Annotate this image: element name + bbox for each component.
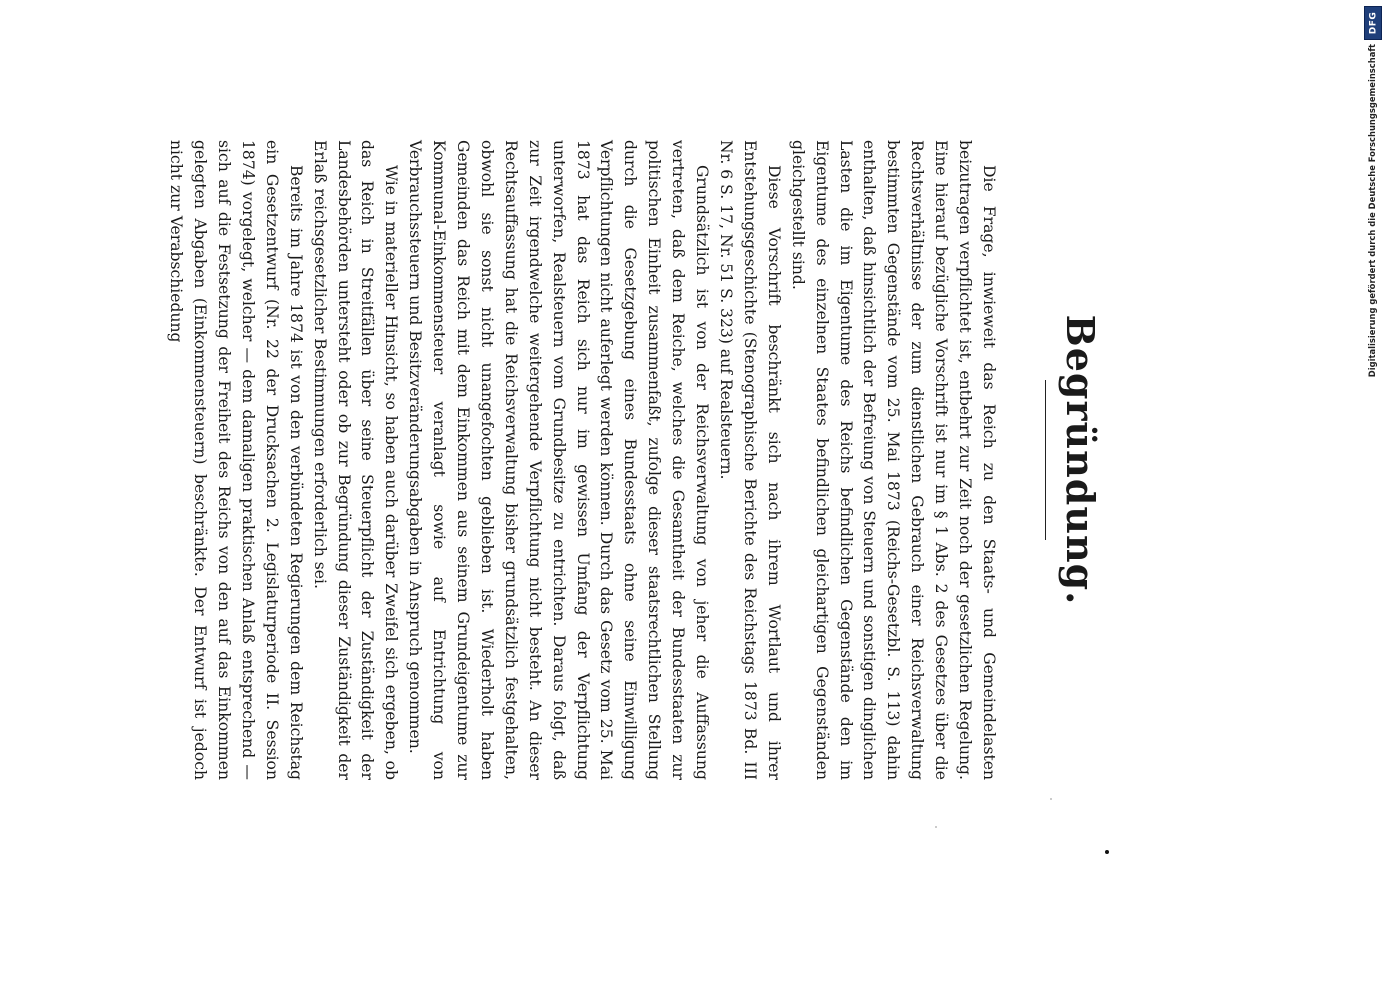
scan-speck (1050, 798, 1052, 800)
rotated-document-page (167, 140, 1108, 780)
paragraph: Bereits im Jahre 1874 ist von den verbündeten Regierungen dem Reichstag ein Gesetzentwurf (Nr. 22 der Drucksachen 2. Legislaturperiode II. Session 1874) vorgelegt, welcher — dem damaligen praktischen Anlaß entsprechend — sich auf die Festsetzung der Freiheit des Reichs von den auf das Einkommen gelegten Abgaben (Einkommensteuern) beschränkte. Der Entwurf ist jedoch nicht zur Verabschiedung (167, 140, 305, 780)
paragraph: Grundsätzlich ist von der Reichsverwaltung von jeher die Auffassung vertreten, daß dem Reiche, welches die Gesamtheit der Bundesstaaten zur politischen Einheit zusammenfaßt, zufolge dieser staatsrechtlichen Stellung durch die Gesetzgebung eines Bundesstaats ohne seine Einwilligung Verpflichtungen nicht auferlegt werden können. Durch das Gesetz vom 25. Mai 1873 hat das Reich sich nur im gewissen Umfang der Verpflichtung unterworfen, Realsteuern vom Grundbesitze zu entrichten. Daraus folgt, daß zur Zeit irgendwelche weitergehende Verpflichtung nicht besteht. An dieser Rechtsauffassung hat die Reichsverwaltung bisher grundsätzlich festgehalten, obwohl sie sonst nicht unangefochten geblieben ist. Wiederholt haben Gemeinden das Reich mit dem Einkommen aus seinem Grundeigentume zur Kommunal-Einkommensteuer veranlagt sowie auf Entrichtung von Verbrauchssteuern und Besitzveränderungsabgaben in Anspruch genommen. (406, 140, 712, 780)
document-body (163, 140, 1000, 780)
dfg-logo-text: DFG (1368, 11, 1379, 35)
paragraph: Wie in materieller Hinsicht, so haben auch darüber Zweifel sich ergeben, ob das Reich in Streitfällen über seine Steuerpflicht der Zuständigkeit der Landesbehörden untersteht oder ob zur Begründung dieser Zuständigkeit der Erlaß reichsgesetzlicher Bestimmungen erforderlich sei. (310, 140, 401, 780)
credit-text-box (1364, 44, 1380, 404)
paragraph: Die Frage, inwieweit das Reich zu den Staats- und Gemeindelasten beizutragen verpflichtet ist, entbehrt zur Zeit noch der gesetzlichen Regelung. Eine hierauf bezügliche Vorschrift ist nur im § 1 Abs. 2 des Gesetzes über die Rechtsverhältnisse der zum dienstlichen Gebrauch einer Reichsverwaltung bestimmten Gegenstände vom 25. Mai 1873 (Reichs-Gesetzbl. S. 113) dahin enthalten, daß hinsichtlich der Befreiung von Steuern und sonstigen dinglichen Lasten die im Eigentume des Reichs befindlichen Gegenstände den im Eigentume des einzelnen Staates befindlichen gleichartigen Gegenständen gleichgestellt sind. (788, 140, 998, 780)
scan-speck (1105, 850, 1109, 854)
scan-speck (935, 826, 937, 828)
document-title: Begründung. (1058, 314, 1103, 606)
document-content (167, 140, 1108, 780)
credit-text: Digitalisierung gefördert durch die Deutsche Forschungsgemeinschaft (1367, 44, 1377, 378)
title-rule (1045, 380, 1046, 540)
dfg-logo (1364, 6, 1382, 40)
paragraph: Diese Vorschrift beschränkt sich nach ihrem Wortlaut und ihrer Entstehungsgeschichte (Stenographische Berichte des Reichstags 1873 Bd. III Nr. 6 S. 17, Nr. 51 S. 323) auf Realsteuern. (717, 140, 783, 780)
digitization-credit (1364, 6, 1382, 426)
